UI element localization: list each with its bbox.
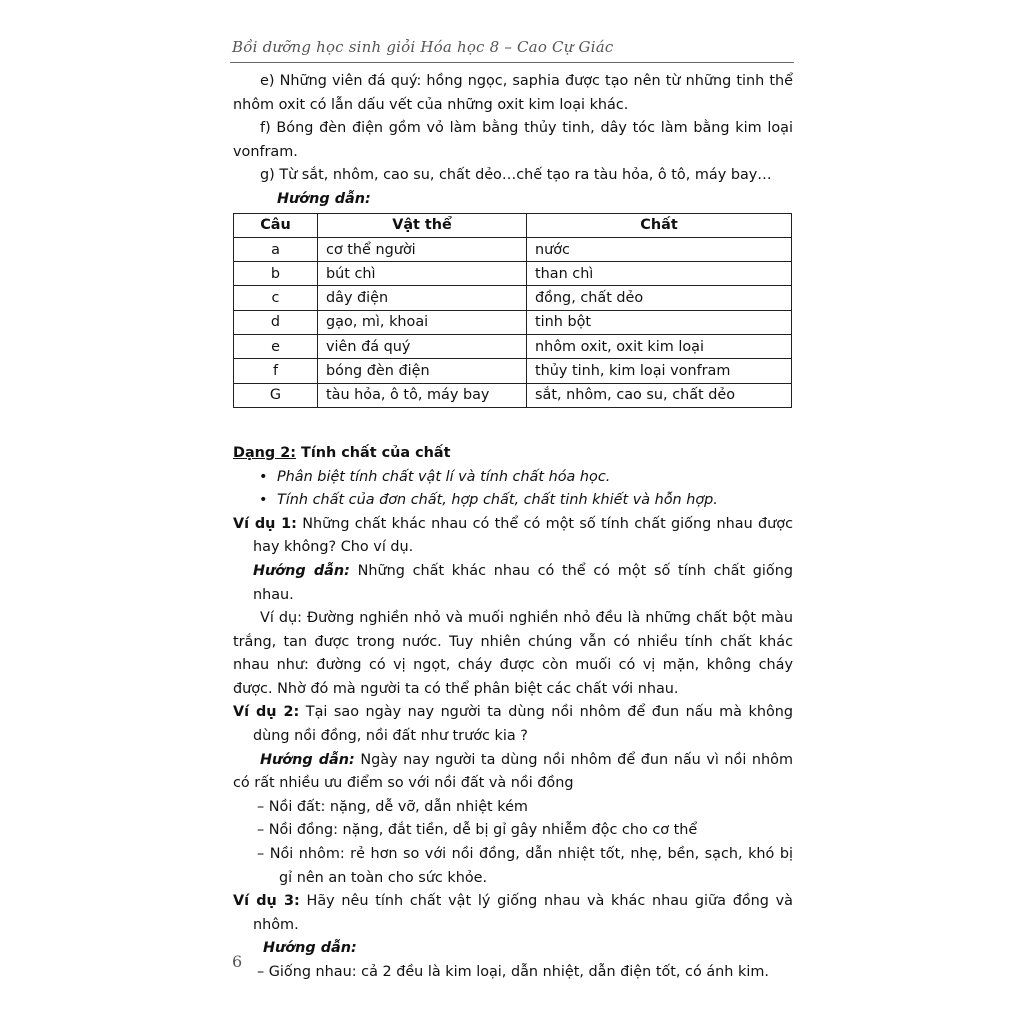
guide-text: Ngày nay người ta dùng nồi nhôm để đun nấu vì nồi nhôm có rất nhiều ưu điểm so với nồi đất và nồi đồng bbox=[233, 751, 793, 792]
example-2-point: – Nồi đồng: nặng, đắt tiền, dễ bị gỉ gây nhiễm độc cho cơ thể bbox=[257, 822, 698, 839]
section-title: Tính chất của chất bbox=[301, 444, 451, 461]
table-cell: đồng, chất dẻo bbox=[527, 286, 792, 310]
example-1-question bbox=[233, 513, 793, 560]
table-cell: sắt, nhôm, cao su, chất dẻo bbox=[527, 383, 792, 407]
table-row bbox=[234, 237, 792, 261]
table-row bbox=[234, 335, 792, 359]
example-1-detail: Ví dụ: Đường nghiền nhỏ và muối nghiền nhỏ đều là những chất bột màu trắng, tan được trong nước. Tuy nhiên chúng vẫn có nhiều tính chất khác nhau như: đường có vị ngọt, cháy được còn muối có vị mặn, không cháy được. Nhờ đó mà người ta có thể phân biệt các chất với nhau. bbox=[233, 610, 793, 697]
intro-line-f: f) Bóng đèn điện gồm vỏ làm bằng thủy tinh, dây tóc làm bằng kim loại vonfram. bbox=[233, 120, 793, 160]
header-rule bbox=[230, 62, 794, 63]
table-header-row bbox=[234, 213, 792, 237]
table-cell: tinh bột bbox=[527, 310, 792, 334]
table-cell: d bbox=[234, 310, 318, 334]
table-cell: e bbox=[234, 335, 318, 359]
page-content bbox=[233, 70, 793, 985]
example-2-guide bbox=[233, 749, 793, 796]
example-3-guide-label: Hướng dẫn: bbox=[263, 940, 357, 957]
table-header-cell: Vật thể bbox=[318, 213, 527, 237]
question-text: Tại sao ngày nay người ta dùng nồi nhôm để đun nấu mà không dùng nồi đồng, nồi đất như trước kia ? bbox=[253, 704, 794, 745]
section-label: Dạng 2: bbox=[233, 444, 296, 461]
guide-label: Hướng dẫn: bbox=[260, 751, 355, 768]
section-heading bbox=[233, 442, 793, 466]
example-2-question bbox=[233, 701, 793, 748]
table-header-cell: Câu bbox=[234, 213, 318, 237]
intro-line-g: g) Từ sắt, nhôm, cao su, chất dẻo…chế tạo ra tàu hỏa, ô tô, máy bay… bbox=[260, 167, 772, 184]
intro-line-e: e) Những viên đá quý: hồng ngọc, saphia được tạo nên từ những tinh thể nhôm oxit có lẫn dấu vết của những oxit kim loại khác. bbox=[233, 73, 793, 113]
answer-table bbox=[233, 213, 792, 408]
guide-text: Những chất khác nhau có thể có một số tính chất giống nhau. bbox=[253, 562, 793, 603]
example-3-point: – Giống nhau: cả 2 đều là kim loại, dẫn nhiệt, dẫn điện tốt, có ánh kim. bbox=[257, 964, 769, 980]
guide-label-1: Hướng dẫn: bbox=[277, 190, 371, 207]
table-cell: b bbox=[234, 262, 318, 286]
table-cell: tàu hỏa, ô tô, máy bay bbox=[318, 383, 527, 407]
table-cell: cơ thể người bbox=[318, 237, 527, 261]
list-item: • Phân biệt tính chất vật lí và tính chất hóa học. bbox=[277, 466, 793, 490]
example-label: Ví dụ 1: bbox=[233, 515, 297, 532]
guide-label: Hướng dẫn: bbox=[253, 562, 350, 579]
table-cell: c bbox=[234, 286, 318, 310]
example-2-point: – Nồi nhôm: rẻ hơn so với nồi đồng, dẫn nhiệt tốt, nhẹ, bền, sạch, khó bị gỉ nên an toàn cho sức khỏe. bbox=[257, 846, 793, 886]
example-label: Ví dụ 2: bbox=[233, 704, 300, 721]
table-cell: gạo, mì, khoai bbox=[318, 310, 527, 334]
table-cell: f bbox=[234, 359, 318, 383]
table-cell: bút chì bbox=[318, 262, 527, 286]
table-cell: G bbox=[234, 383, 318, 407]
table-cell: a bbox=[234, 237, 318, 261]
table-row bbox=[234, 383, 792, 407]
question-text: Hãy nêu tính chất vật lý giống nhau và khác nhau giữa đồng và nhôm. bbox=[253, 893, 793, 933]
table-row bbox=[234, 310, 792, 334]
example-1-guide bbox=[233, 560, 793, 607]
table-cell: than chì bbox=[527, 262, 792, 286]
table-cell: nhôm oxit, oxit kim loại bbox=[527, 335, 792, 359]
table-cell: thủy tinh, kim loại vonfram bbox=[527, 359, 792, 383]
list-item: • Tính chất của đơn chất, hợp chất, chất tinh khiết và hỗn hợp. bbox=[277, 489, 793, 513]
table-cell: bóng đèn điện bbox=[318, 359, 527, 383]
example-2-point: – Nồi đất: nặng, dễ vỡ, dẫn nhiệt kém bbox=[257, 798, 528, 815]
table-row bbox=[234, 359, 792, 383]
table-row bbox=[234, 262, 792, 286]
table-cell: viên đá quý bbox=[318, 335, 527, 359]
table-cell: nước bbox=[527, 237, 792, 261]
running-header: Bồi dưỡng học sinh giỏi Hóa học 8 – Cao Cự Giác bbox=[232, 38, 614, 56]
page-number: 6 bbox=[232, 952, 243, 971]
question-text: Những chất khác nhau có thể có một số tính chất giống nhau được hay không? Cho ví dụ. bbox=[253, 515, 794, 556]
table-cell: dây điện bbox=[318, 286, 527, 310]
example-label: Ví dụ 3: bbox=[233, 893, 300, 910]
table-header-cell: Chất bbox=[527, 213, 792, 237]
example-3-question bbox=[233, 890, 793, 937]
section-bullets bbox=[233, 466, 793, 513]
table-row bbox=[234, 286, 792, 310]
